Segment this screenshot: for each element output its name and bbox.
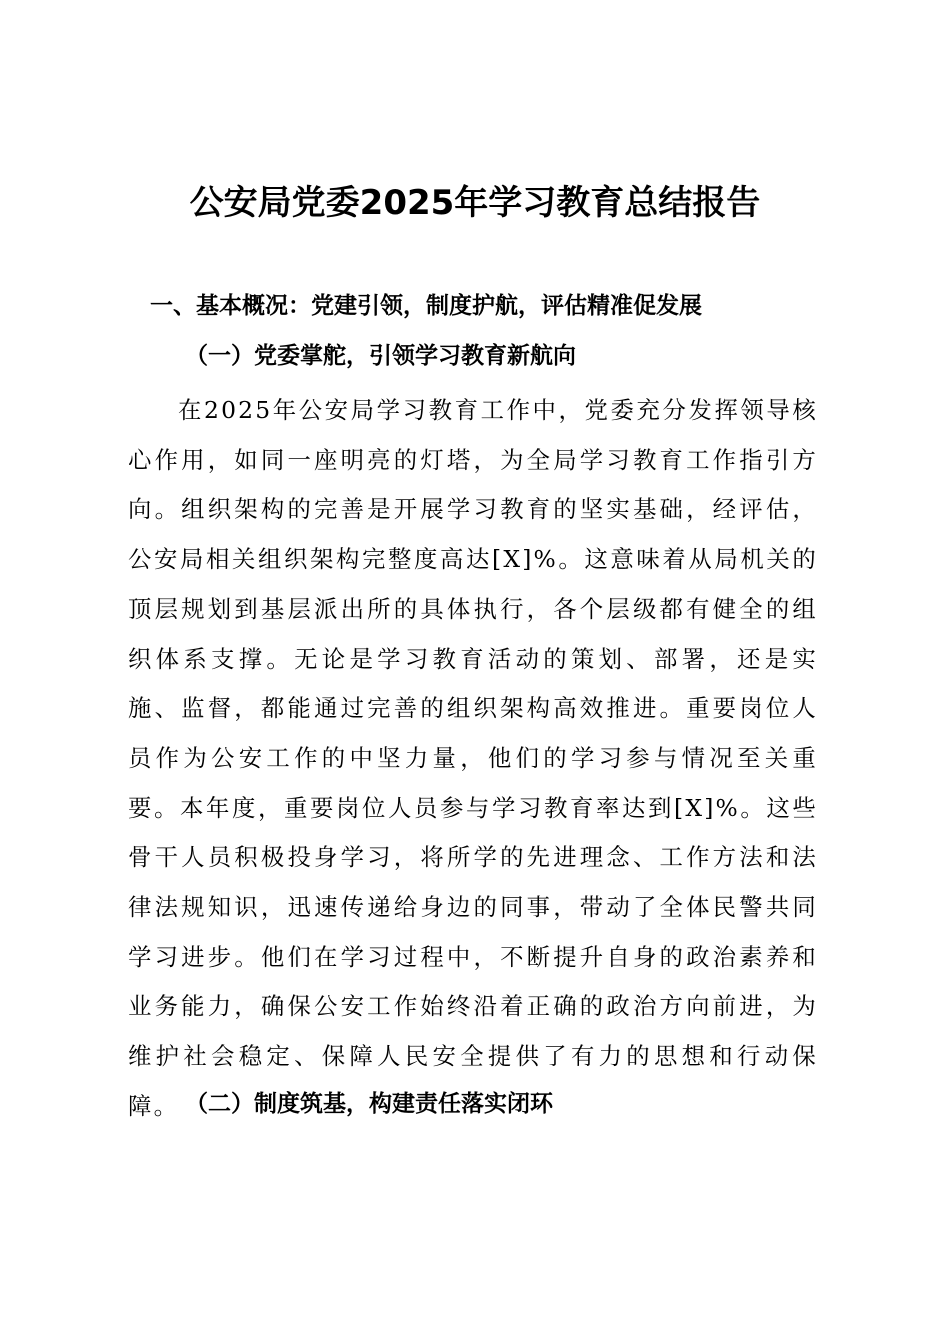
subsection-heading-2: （二）制度筑基，构建责任落实闭环 <box>185 1090 553 1117</box>
section-heading-1: 一、基本概况：党建引领，制度护航，评估精准促发展 <box>150 293 702 319</box>
document-title: 公安局党委2025年学习教育总结报告 <box>189 183 761 223</box>
subsection-heading-1: （一）党委掌舵，引领学习教育新航向 <box>185 342 576 369</box>
body-paragraph: 在2025年公安局学习教育工作中，党委充分发挥领导核心作用，如同一座明亮的灯塔，为全局学习教育工作指引方向。组织架构的完善是开展学习教育的坚实基础，经评估，公安局相关组织架构完整度高达[X]%。这意味着从局机关的顶层规划到基层派出所的具体执行，各个层级都有健全的组织体系支撑。无论是学习教育活动的策划、部署，还是实施、监督，都能通过完善的组织架构高效推进。重要岗位人员作为公安工作的中坚力量，他们的学习参与情况至关重要。本年度，重要岗位人员参与学习教育率达到[X]%。这些骨干人员积极投身学习，将所学的先进理念、工作方法和法律法规知识，迅速传递给身边的同事，带动了全体民警共同学习进步。他们在学习过程中，不断提升自身的政治素养和业务能力，确保公安工作始终沿着正确的政治方向前进，为维护社会稳定、保障人民安全提供了有力的思想和行动保障。 <box>128 396 818 1120</box>
